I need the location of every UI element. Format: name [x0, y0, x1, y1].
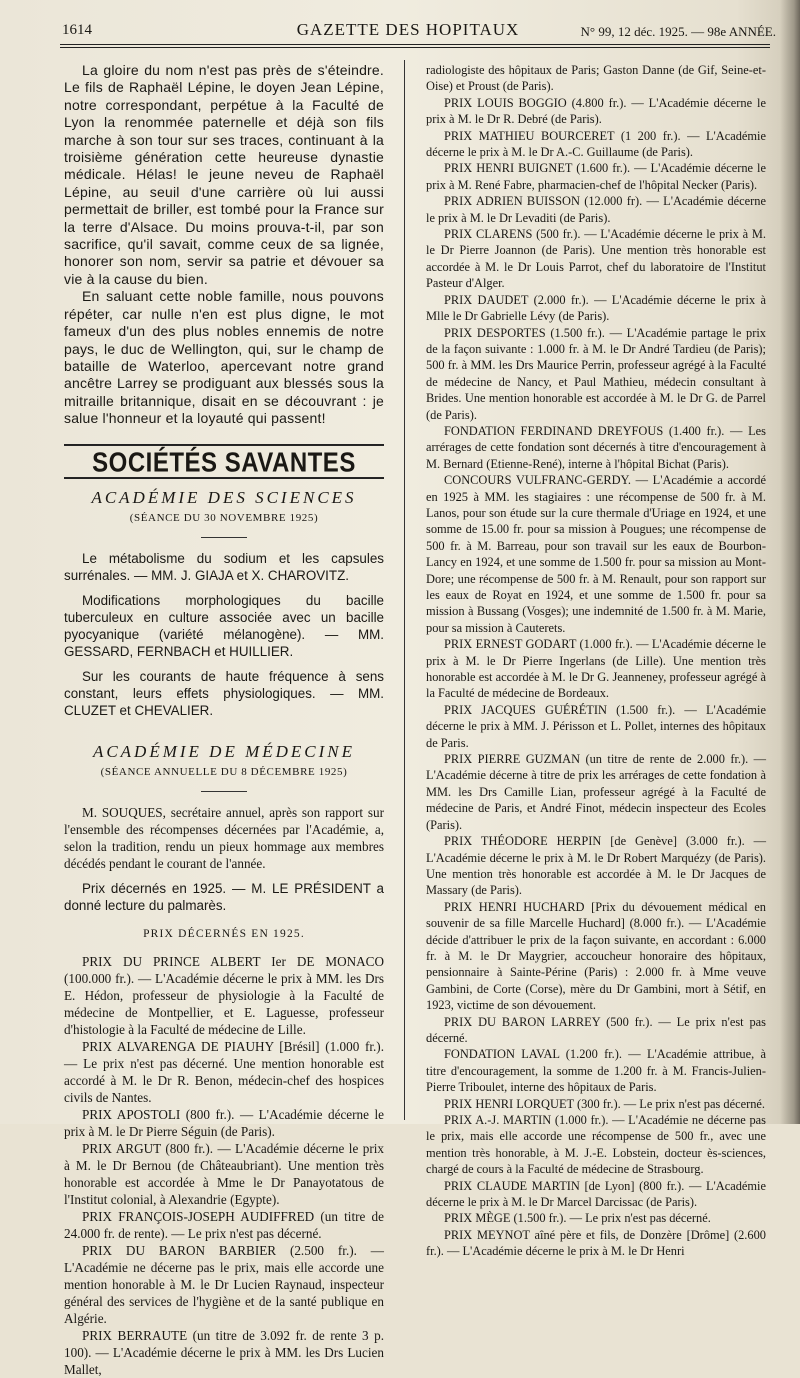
banner-title: SOCIÉTÉS SAVANTES: [64, 444, 384, 477]
page-edge-shadow: [780, 0, 800, 1124]
prize-entry: PRIX THÉODORE HERPIN [de Genève] (3.000 fr.). — L'Académie décerne le prix à M. le Dr Robert Marquézy (de Paris). Une mention très honorable est accordée à M. le Dr Jacques de Massary (de Paris).: [426, 834, 766, 898]
sciences-subtitle: (SÉANCE DU 30 NOVEMBRE 1925): [129, 511, 319, 524]
prize-entry: PRIX MÈGE (1.500 fr.). — Le prix n'est pas décerné.: [444, 1211, 711, 1226]
page-number: 1614: [62, 22, 92, 38]
prize-entry: PRIX CLARENS (500 fr.). — L'Académie décerne le prix à M. le Dr Pierre Joannon (de Paris). Une mention très honorable est accordée à M. le Dr Louis Parrot, chef du laboratoire de l'Institut Pasteur d'Alger.: [426, 227, 766, 291]
medecine-title: ACADÉMIE DE MÉDECINE: [92, 741, 356, 761]
medecine-subtitle: (SÉANCE ANNUELLE DU 8 DÉCEMBRE 1925): [100, 765, 348, 778]
divider: [201, 791, 247, 792]
prize-entry: PRIX DAUDET (2.000 fr.). — L'Académie décerne le prix à Mlle le Dr Gabrielle Lévy (de Paris).: [426, 292, 766, 324]
prize-entry: PRIX HENRI BUIGNET (1.600 fr.). — L'Académie décerne le prix à M. René Fabre, pharmacien-chef de l'hôpital Necker (Paris).: [426, 161, 766, 192]
prize-entry: PRIX MEYNOT aîné père et fils, de Donzère [Drôme] (2.600 fr.). — L'Académie décerne le prix à M. le Dr Henri: [426, 1227, 766, 1259]
prize-entry: PRIX DU PRINCE ALBERT Ier DE MONACO (100.000 fr.). — L'Académie décerne le prix à MM. les Drs E. Hédon, professeur de physiologie à la Faculté de médecine de Montpellier, et E. Laguesse, professeur d'histologie à la Faculté de médecine de Lille.: [64, 953, 384, 1037]
prize-entry: PRIX HENRI HUCHARD [Prix du dévouement médical en souvenir de sa fille Marcelle Huchard] (8.000 fr.). — L'Académie décide d'attribuer le prix de la façon suivante, en accordant : 6.000 fr. à M. le Dr Maygrier, accoucheur honoraire des hôpitaux, pensionnaire à Sainte-Périne (Paris) : 2.000 fr. à Mme veuve Gambini, de Corte (Corse), mère du Dr Gambini, mort à Sétif, en 1923, victime de son dévouement.: [426, 899, 766, 1013]
sciences-item: Sur les courants de haute fréquence à sens constant, leurs effets physiologiques. — MM. CLUZET et CHEVALIER.: [64, 668, 384, 718]
prize-entry: FONDATION LAVAL (1.200 fr.). — L'Académie attribue, à titre d'encouragement, la somme de 1.200 fr. à M. Francis-Julien-Pierre Triboulet, interne des hôpitaux de Paris.: [426, 1047, 766, 1095]
right-column: [426, 62, 766, 1260]
prize-entry: PRIX DU BARON LARREY (500 fr.). — Le prix n'est pas décerné.: [426, 1014, 766, 1045]
prize-entry: PRIX JACQUES GUÉRÉTIN (1.500 fr.). — L'Académie décerne le prix à MM. J. Périsson et L. Pollet, internes des hôpitaux de Paris.: [426, 702, 766, 750]
prize-entry: PRIX DU BARON BARBIER (2.500 fr.). — L'Académie ne décerne pas le prix, mais elle accorde une mention honorable à M. le Dr Lucien Raynaud, inspecteur général des services de l'hygiène et de la santé publique en Algérie.: [64, 1242, 384, 1326]
section-banner: [64, 444, 384, 479]
prize-entry: PRIX BERRAUTE (un titre de 3.092 fr. de rente 3 p. 100). — L'Académie décerne le prix à MM. les Drs Lucien Mallet,: [64, 1327, 384, 1377]
intro-paragraph-2: En saluant cette noble famille, nous pouvons répéter, car nulle n'en est plus digne, le mot fameux d'un des plus nobles ennemis de notre pays, le duc de Wellington, qui, sur le champ de bataille de Waterloo, apercevant notre grand ancêtre Larrey se prodiguant aux blessés sous la mitraille britannique, disait en se découvrant : je salue l'honneur et la loyauté qui passent!: [64, 288, 384, 427]
prize-entry: radiologiste des hôpitaux de Paris; Gaston Danne (de Gif, Seine-et-Oise) et Proust (de Paris).: [426, 63, 766, 94]
prize-entry: PRIX HENRI LORQUET (300 fr.). — Le prix n'est pas décerné.: [444, 1096, 765, 1111]
prize-entry: PRIX APOSTOLI (800 fr.). — L'Académie décerne le prix à M. le Dr Pierre Séguin (de Paris).: [64, 1106, 384, 1139]
prize-list-heading: PRIX DÉCERNÉS EN 1925.: [143, 927, 305, 940]
prize-entry: CONCOURS VULFRANC-GERDY. — L'Académie a accordé en 1925 à MM. les stagiaires : une récompense de 500 fr. à M. Lanos, pour son étude sur la cure thermale d'Uriage en 1924, et une somme de 15.00 fr. pour sa mission à Pougues; une récompense de 500 fr. à M. Barreau, pour son travail sur les eaux de Bourbon-Lancy en 1924, et une somme de 1.500 fr. pour sa mission au Mont-Dore; une récompense de 500 fr. à M. Renault, pour son rapport sur les eaux de Royat en 1924, et une somme de 1.500 fr. pour sa mission à Bussang (Vosges); une indemnité de 1.500 fr. à M. Marie, pour sa mission à Cauterets.: [426, 473, 766, 635]
sciences-item: Modifications morphologiques du bacille tuberculeux en culture associée avec un bacille pyocyanique (variété mélanogène). — MM. GESSARD, FERNBACH et HUILLIER.: [64, 592, 384, 659]
prize-entry: PRIX ARGUT (800 fr.). — L'Académie décerne le prix à M. le Dr Bernou (de Châteaubriant). Une mention très honorable est accordée à Mme le Dr Panayotatous de l'Institut colonial, à Alexandrie (Egypte).: [64, 1140, 384, 1207]
issue-line: N° 99, 12 déc. 1925. — 98e ANNÉE.: [580, 24, 776, 39]
prize-entry: PRIX CLAUDE MARTIN [de Lyon] (800 fr.). — L'Académie décerne le prix à M. le Dr Marcel Darcissac (de Paris).: [426, 1178, 766, 1210]
prize-entry: PRIX MATHIEU BOURCERET (1 200 fr.). — L'Académie décerne le prix à M. le Dr A.-C. Guillaume (de Paris).: [426, 128, 766, 160]
prize-entry: PRIX PIERRE GUZMAN (un titre de rente de 2.000 fr.). — L'Académie décerne à titre de prix les arrérages de cette fondation à MM. les Drs Camille Lian, professeur agrégé à la Faculté de médecine de Paris, et André Finot, médecin inspecteur des Ecoles (Paris).: [426, 752, 766, 832]
prize-entry: PRIX LOUIS BOGGIO (4.800 fr.). — L'Académie décerne le prix à M. le Dr R. Debré (de Paris).: [426, 95, 766, 127]
left-column: [64, 62, 384, 1378]
prix-intro: Prix décernés en 1925. — M. LE PRÉSIDENT a donné lecture du palmarès.: [64, 880, 384, 913]
header-rule-double: [60, 47, 770, 48]
prize-entry: PRIX ALVARENGA DE PIAUHY [Brésil] (1.000 fr.). — Le prix n'est pas décerné. Une mention honorable est accordé à M. le Dr R. Benon, médecin-chef des hospices civils de Nantes.: [64, 1038, 384, 1105]
divider: [201, 537, 247, 538]
running-header: [40, 18, 776, 44]
prize-entry: PRIX ERNEST GODART (1.000 fr.). — L'Académie décerne le prix à M. le Dr Pierre Ingerlans (de Lille). Une mention très honorable est accordée à M. le Dr G. Jeanneney, professeur agrégé à la Faculté de médecine de Bordeaux.: [426, 637, 766, 701]
header-rule: [60, 44, 770, 45]
sciences-title: ACADÉMIE DES SCIENCES: [91, 487, 357, 507]
prize-entry: PRIX ADRIEN BUISSON (12.000 fr). — L'Académie décerne le prix à M. le Dr Levaditi (de Paris).: [426, 194, 766, 225]
medecine-intro: M. SOUQUES, secrétaire annuel, après son rapport sur l'ensemble des récompenses décernées par l'Académie, a, selon la tradition, rendu un pieux hommage aux membres décédés pendant le courant de l'année.: [64, 804, 384, 871]
prize-entry: FONDATION FERDINAND DREYFOUS (1.400 fr.). — Les arrérages de cette fondation sont décernés à titre d'encouragement à M. Bernard (Etienne-René), interne à l'hôpital Bichat (Paris).: [426, 423, 766, 471]
sciences-item: Le métabolisme du sodium et les capsules surrénales. — MM. J. GIAJA et X. CHAROVITZ.: [64, 550, 384, 583]
journal-title: GAZETTE DES HOPITAUX: [296, 20, 520, 39]
prize-entry: PRIX A.-J. MARTIN (1.000 fr.). — L'Académie ne décerne pas le prix, mais elle accorde une récompense de 500 fr., avec une mention très honorable, à M. J.-E. Lobstein, docteur ès-sciences, chargé de cours à la Faculté de médecine de Strasbourg.: [426, 1113, 766, 1177]
intro-paragraph-1: La gloire du nom n'est pas près de s'éteindre. Le fils de Raphaël Lépine, le doyen Jean Lépine, notre correspondant, perpétue à la Faculté de Lyon la renommée paternelle et déjà son fils marche à son tour sur ses traces, continuant à la troisième génération cette heureuse dynastie médicale. Hélas! le jeune neveu de Raphaël Lépine, au seuil d'une carrière où lui aussi permettait de briller, est tombé pour la France sur la terre d'Alsace. Du moins prouva-t-il, par son sacrifice, qu'il savait, comme ceux de sa lignée, honorer son nom, servir sa patrie et dévouer sa vie à la cause du bien.: [64, 62, 384, 287]
prize-entry: PRIX DESPORTES (1.500 fr.). — L'Académie partage le prix de la façon suivante : 1.000 fr. à M. le Dr André Tardieu (de Paris); 500 fr. à MM. les Drs Maurice Perrin, professeur agrégé à la Faculté de médecine de Nancy, et Paul Mathieu, médecin consultant à Brides. Une mention honorable est accordée à M. le Dr G. de Parrel (de Paris).: [426, 325, 766, 422]
column-divider: [404, 60, 405, 1120]
prize-entry: PRIX FRANÇOIS-JOSEPH AUDIFFRED (un titre de 24.000 fr. de rente). — Le prix n'est pas décerné.: [64, 1208, 384, 1241]
